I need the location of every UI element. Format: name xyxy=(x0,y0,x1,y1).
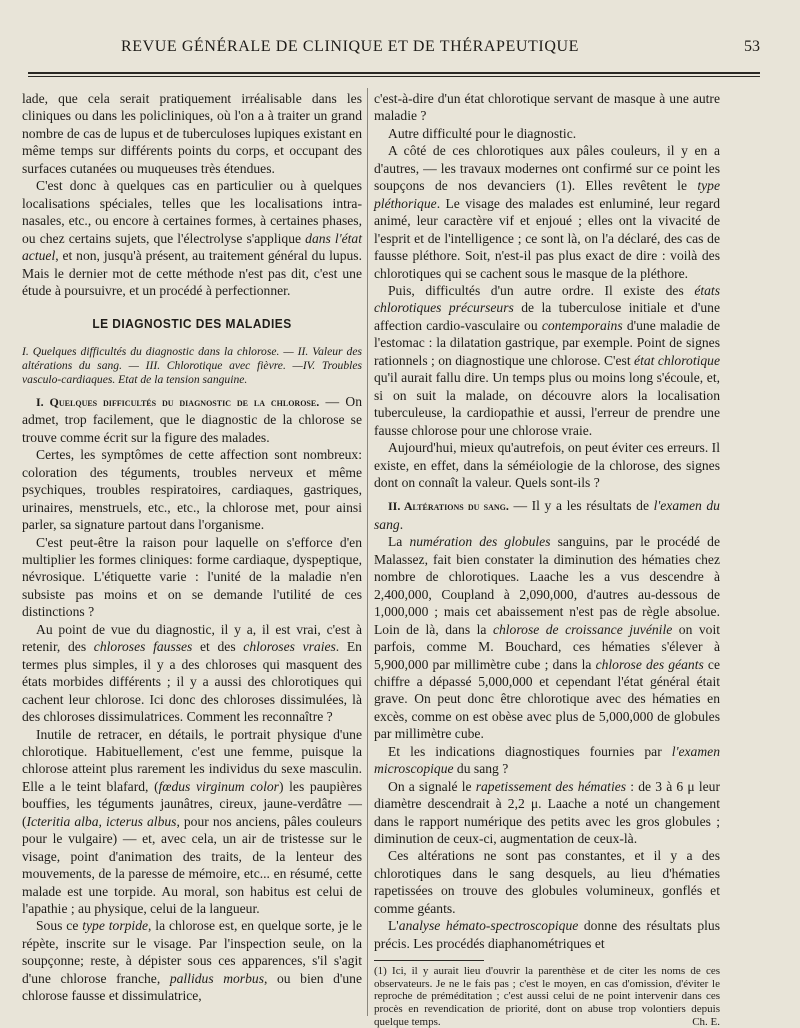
italic-phrase: chloroses fausses xyxy=(93,639,193,655)
italic-phrase: analyse hémato-spectroscopique xyxy=(398,918,579,934)
footnote-text: (1) Ici, il y aurait lieu d'ouvrir la parenthèse et de citer les noms de ces observateurs. Je ne le fais pas ; c'est le moyen, en cas d'omission, d'éviter le reproche de préméditation ; c'est aussi celui de ne point intervenir dans ces procès en revendication de priorité, dont on abuse trop volontiers depuis quelque temps. xyxy=(374,965,720,1028)
paragraph: A côté de ces chlorotiques aux pâles couleurs, il y en a d'autres, — les travaux modernes ont confirmé sur ce point les soupçons de nos devanciers (1). Elles revêtent le type pléthorique. Le visage des malades est enluminé, leur regard animé, leur caractère vif et enjoué ; elles ont la vivacité de l'esprit et de l'intelligence ; ce sont là, on l'a déclaré, des cas de fausse pléthore. Soit, n'est-il pas plus exact de dire : voilà des chlorotiques qui se cachent sous le masque de la pléthore. xyxy=(374,143,720,281)
paragraph: L'analyse hémato-spectroscopique donne des résultats plus précis. Les procédés diaphanométriques et xyxy=(374,918,720,951)
italic-phrase: chloroses vraies xyxy=(243,639,336,655)
paragraph: Au point de vue du diagnostic, il y a, il est vrai, c'est à retenir, des chloroses fausses et des chloroses vraies. En termes plus simples, il y a des chloroses qui masquent des états morbides différents ; il y a aussi des chlorotiques qui cachent leur chlorose. Ici donc des chloroses dissimulées, là des chloroses dissimulatrices. Comment les reconnaître ? xyxy=(22,621,362,725)
page-header xyxy=(40,38,760,62)
section-summary: I. Quelques difficultés du diagnostic dans la chlorose. — II. Valeur des altérations du sang. — III. Chlorotique avec fièvre. —IV. Troubles vasculo-cardiaques. Etat de la tension sanguine. xyxy=(22,344,362,386)
italic-phrase: contemporains xyxy=(541,317,623,333)
subsection-heading: II. Altérations du sang. xyxy=(388,499,509,514)
paragraph: Aujourd'hui, mieux qu'autrefois, on peut éviter ces erreurs. Il existe, en effet, dans la séméiologie de la chlorose, des signes dont on connaît la valeur. Quels sont-ils ? xyxy=(374,440,720,490)
italic-phrase: pallidus morbus xyxy=(169,970,264,986)
subsection-heading: I. Quelques difficultés du diagnostic de la chlorose. xyxy=(36,394,320,409)
italic-phrase: états chlorotiques précurseurs xyxy=(374,282,720,316)
italic-phrase: fœdus virginum color xyxy=(158,778,279,794)
italic-phrase: chlorose de croissance juvénile xyxy=(492,621,673,637)
footnote xyxy=(374,965,720,1028)
italic-phrase: numération des globules xyxy=(409,534,551,550)
paragraph: Sous ce type torpide, la chlorose est, en quelque sorte, je le répète, inscrite sur le visage. Par l'inspection seule, on la soupçonne; reste, à dépister sous ces apparences, s'il s'agit d'une chlorose franche, pallidus morbus, ou bien d'une chlorose fausse et dissimulatrice, xyxy=(22,918,363,1004)
paragraph: Inutile de retracer, en détails, le portrait physique d'une chlorotique. Habituellement, c'est une femme, puisque la chlorose atteint plus rarement les individus du sexe masculin. Elle a le teint blafard, (fœdus virginum color) les paupières bouffies, les téguments jaunâtres, cireux, jaune-verdâtre — (Icteritia alba, icterus albus, pour nos anciens, pâles couleurs pour le vulgaire) — et, avec cela, un air de tristesse sur le visage, point d'animation des traits, de la lenteur des mouvements, de la paresse de mémoire, etc... en résumé, cette malade est une torpide. Au moral, son habitus est celui de l'apathie ; au physique, celui de la langueur. xyxy=(22,726,362,917)
italic-phrase: l'examen microscopique xyxy=(374,743,720,777)
italic-phrase: type pléthorique xyxy=(374,178,720,211)
italic-phrase: rapetissement des hématies xyxy=(475,778,627,794)
italic-phrase: état chlorotique xyxy=(634,352,720,368)
subsection-paragraph xyxy=(22,393,362,446)
paragraph: Certes, les symptômes de cette affection sont nombreux: coloration des téguments, troubles nerveux et même psychiques, troubles respiratoires, cardiaques, gastriques, urinaires, menstruels, etc., etc., la chlorose met, pour ainsi parler, sa signature partout dans l'organisme. xyxy=(22,447,362,533)
paragraph: C'est peut-être la raison pour laquelle on s'efforce d'en multiplier les formes cliniques: forme cardiaque, dyspeptique, névrosique. L'étiquette varie : l'unité de la maladie n'en subsiste pas moins et on se demande l'utilité de ces distinctions ? xyxy=(22,534,362,620)
column-divider xyxy=(367,88,368,1016)
paragraph: On a signalé le rapetissement des hématies : de 3 à 6 μ leur diamètre descendrait à 2,2 μ. Laache a noté un changement dans le rapport numérique des petits avec les gros globules ; diminution de ceux-ci, augmentation de ceux-là. xyxy=(374,778,721,847)
paragraph: Autre difficulté pour le diagnostic. xyxy=(388,125,577,141)
paragraph: lade, que cela serait pratiquement irréalisable dans les cliniques ou dans les policliniques, où l'on a à traiter un grand nombre de cas de lupus et de tuberculoses lupiques existant en même temps sur différents points du corps, et occupant des surfaces cutanées ou muqueuses très étendues. xyxy=(22,91,362,176)
right-column xyxy=(374,90,720,1028)
paragraph: Et les indications diagnostiques fournies par l'examen microscopique du sang ? xyxy=(374,743,720,777)
paragraph: c'est-à-dire d'un état chlorotique servant de masque à une autre maladie ? xyxy=(374,91,720,124)
italic-phrase: Icteritia alba, icterus albus xyxy=(26,813,177,829)
subsection-text: — On admet, trop facilement, que le diagnostic de la chlorose se trouve comme écrit sur la figure des malades. xyxy=(22,393,363,445)
paragraph: Puis, difficultés d'un autre ordre. Il existe des états chlorotiques précurseurs de la tuberculose initiale et d'une affection cardio-vasculaire ou contemporains d'une maladie de l'estomac : la dilatation gastrique, par exemple. Point de signes rationnels ; on diagnostique une chlorose. C'est état chlorotique qu'il aurait fallu dire. Un temps plus ou moins long s'écoule, et, si on suit la malade, on découvre alors la localisation tuberculeuse, la cardiopathie et aussi, l'erreur de prendre une fausse chlorose pour une chlorose vraie. xyxy=(374,282,720,438)
italic-phrase: chlorose des géants xyxy=(595,656,704,672)
italic-phrase: dans l'état actuel xyxy=(22,230,362,264)
page-number: 53 xyxy=(744,38,760,55)
paragraph: La numération des globules sanguins, par le procédé de Malassez, fait bien constater la diminution des hématies chez nombre de chlorotiques. Laache les a vus descendre à 2,400,000, Coupland à 2,090,000, d'autres au-dessous de 1,000,000 ; mais cet abaissement n'est pas de règle absolue. Loin de là, dans la chlorose de croissance juvénile on voit parfois, comme M. Bouchard, ces hématies s'élever à 5,900,000 par millimètre cube ; dans la chlorose des géants ce chiffre a dépassé 5,000,000 et cependant l'état général était grave. On peut donc être chlorotique avec des hématies en excès, comme on est obèse avec plus de 5,000,000 de globules par millimètre cube. xyxy=(374,534,721,742)
italic-phrase: type torpide xyxy=(82,918,149,934)
left-column xyxy=(22,90,362,1005)
footnote-rule xyxy=(374,960,484,961)
subsection-text: — Il y a les résultats de l'examen du sang. xyxy=(374,498,720,532)
subsection-paragraph xyxy=(374,497,720,533)
paragraph: C'est donc à quelques cas en particulier ou à quelques localisations spéciales, telles que les localisations intra-nasales, etc., ou encore à certaines formes, à certaines phases, ou chez certains sujets, que l'électrolyse s'applique dans l'état actuel, et non, jusqu'à présent, au traitement général du lupus. Mais le dernier mot de cette méthode n'est pas dit, c'est une étude à poursuivre, et un procédé à perfectionner. xyxy=(22,178,362,298)
italic-phrase: l'examen du sang xyxy=(374,498,720,532)
running-title: REVUE GÉNÉRALE DE CLINIQUE ET DE THÉRAPEUTIQUE xyxy=(120,38,580,55)
section-title: LE DIAGNOSTIC DES MALADIES xyxy=(92,316,292,332)
footnote-signature: Ch. E. xyxy=(692,1015,720,1028)
header-rule xyxy=(28,72,760,77)
paragraph: Ces altérations ne sont pas constantes, et il y a des chlorotiques dans le sang desquels, au lieu d'hématies rapetissées on trouve des globules volumineux, gonflés et comme géants. xyxy=(374,848,720,916)
